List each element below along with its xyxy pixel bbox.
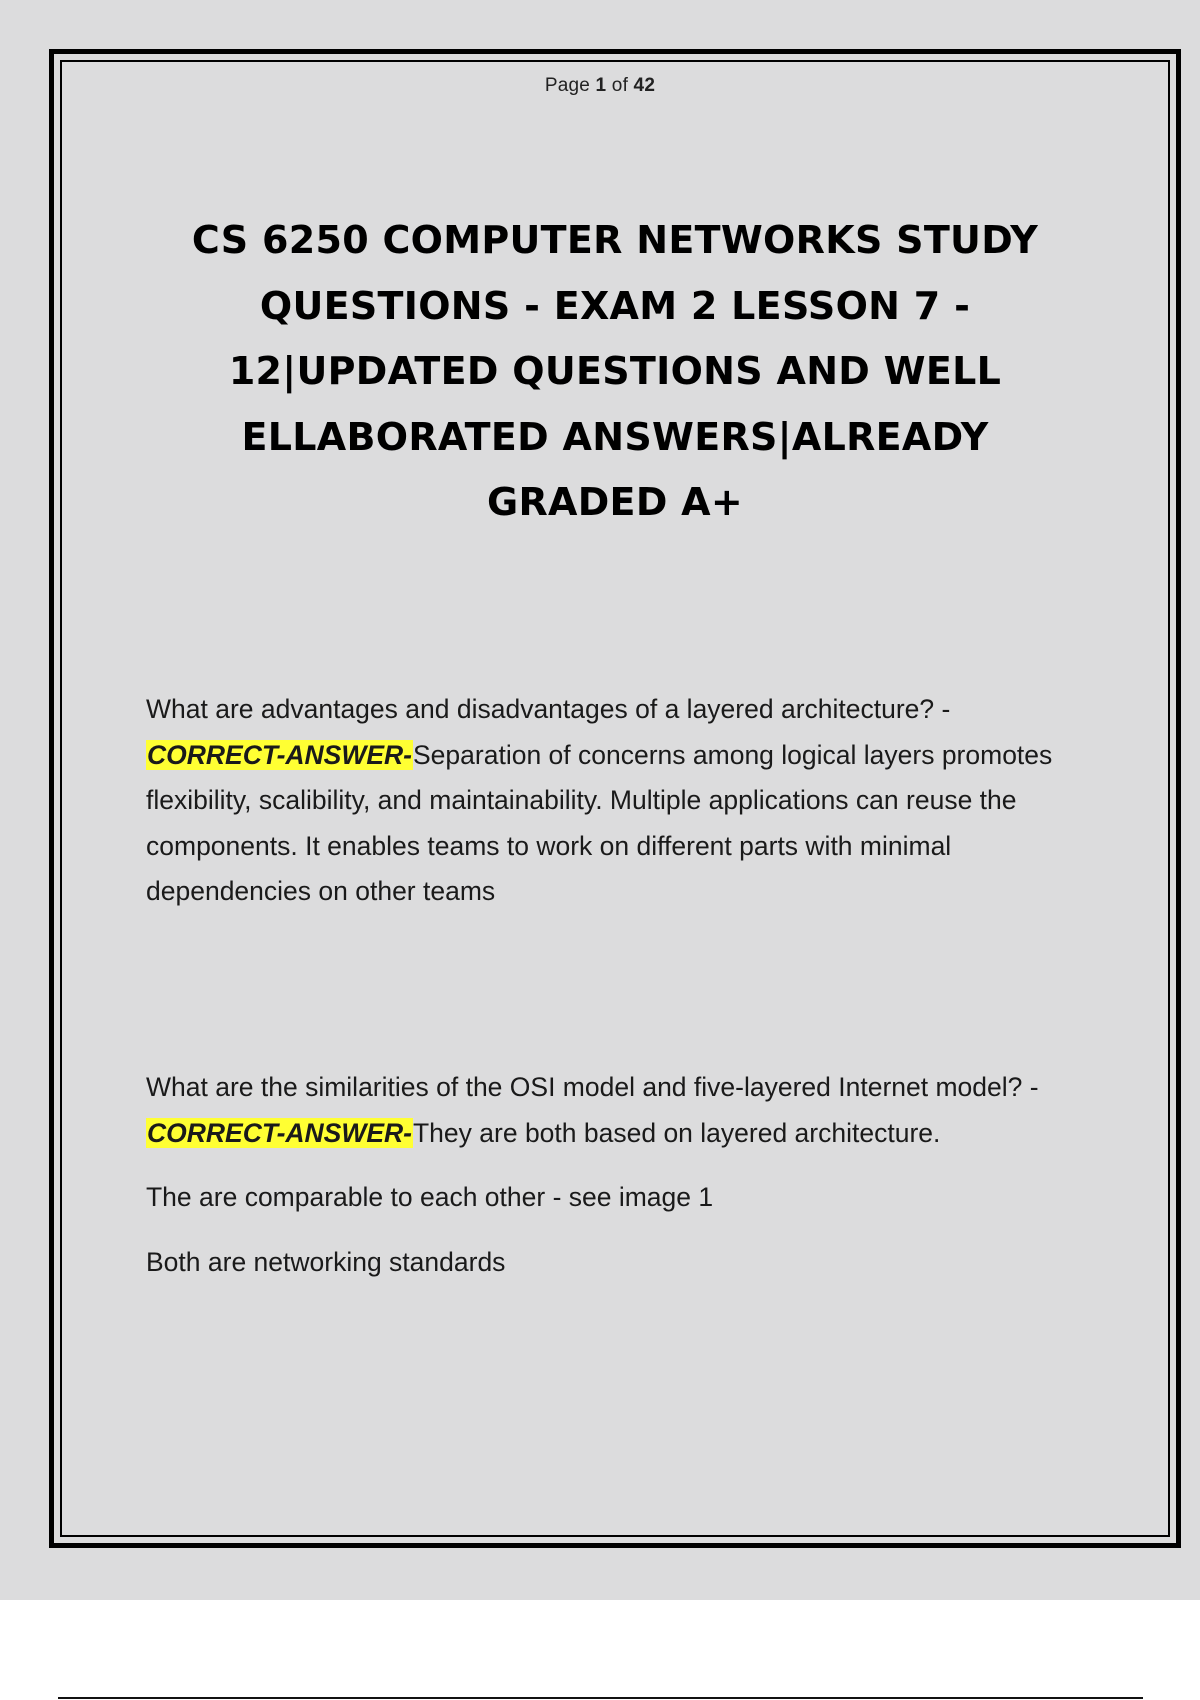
qa-paragraph bbox=[146, 1065, 1076, 1156]
answer-extra-line: The are comparable to each other - see image 1 bbox=[146, 1182, 714, 1212]
page-number-current: 1 bbox=[595, 75, 607, 96]
title-line-5: GRADED A+ bbox=[486, 480, 744, 524]
title-line-2: QUESTIONS - EXAM 2 LESSON 7 - bbox=[259, 283, 971, 328]
correct-answer-tag: CORRECT-ANSWER- bbox=[147, 1117, 412, 1148]
page-number-prefix: Page bbox=[544, 75, 596, 96]
answer-text: They are both based on layered architecture. bbox=[413, 1117, 941, 1148]
title-line-4: ELLABORATED ANSWERS|ALREADY bbox=[241, 414, 989, 459]
page-number bbox=[0, 75, 1200, 97]
title-line-1: CS 6250 COMPUTER NETWORKS STUDY bbox=[191, 218, 1039, 262]
answer-extra-line: Both are networking standards bbox=[146, 1246, 506, 1277]
question-text: What are advantages and disadvantages of a layered architecture? - bbox=[146, 694, 951, 724]
page-number-separator: of bbox=[606, 75, 634, 96]
page-number-total: 42 bbox=[633, 75, 656, 96]
qa-paragraph bbox=[146, 687, 1076, 915]
answer-text: Separation of concerns among logical layers promotes flexibility, scalibility, and maintainability. Multiple applications can reuse the components. It enables teams to work on different parts with minimal dependencies on other teams bbox=[146, 739, 1053, 906]
document-title bbox=[140, 208, 1090, 536]
footer-divider bbox=[58, 1697, 1143, 1699]
correct-answer-tag: CORRECT-ANSWER- bbox=[147, 739, 412, 770]
qa-block-2 bbox=[146, 1065, 1076, 1304]
qa-block-1 bbox=[146, 687, 1076, 934]
question-text: What are the similarities of the OSI model and five-layered Internet model? - bbox=[146, 1072, 1039, 1102]
title-line-3: 12|UPDATED QUESTIONS AND WELL bbox=[228, 349, 1002, 393]
